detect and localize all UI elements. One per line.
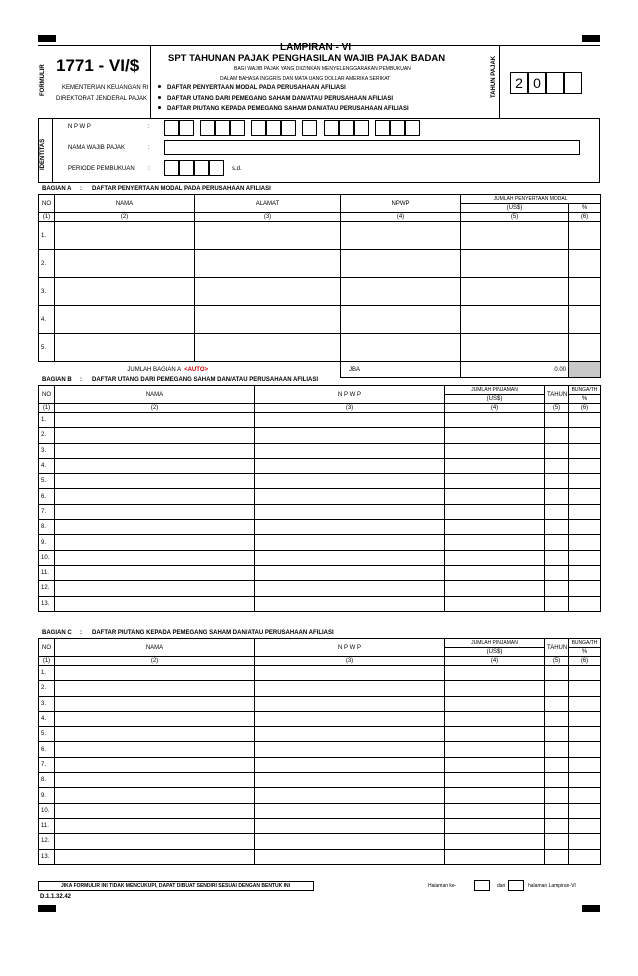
row-number: 7.	[39, 757, 55, 772]
directorate-label: DIREKTORAT JENDERAL PAJAK	[56, 96, 148, 102]
table-cell[interactable]	[445, 596, 545, 611]
table-cell[interactable]	[445, 757, 545, 772]
table-cell[interactable]	[255, 474, 445, 489]
col-header-tahun: TAHUN	[545, 386, 569, 404]
table-cell[interactable]	[55, 834, 255, 849]
table-cell[interactable]	[195, 222, 341, 250]
table-row	[39, 535, 601, 550]
table-row	[39, 520, 601, 535]
col-header-percent: %	[569, 648, 601, 657]
col-header-nama: NAMA	[55, 639, 255, 657]
table-cell[interactable]	[545, 458, 569, 473]
col-header-nama: NAMA	[55, 386, 255, 404]
table-cell[interactable]	[255, 757, 445, 772]
tahun-pajak-label: TAHUN PAJAK	[491, 55, 497, 98]
table-row	[39, 681, 601, 696]
table-cell[interactable]	[569, 757, 601, 772]
table-cell[interactable]	[445, 818, 545, 833]
table-cell[interactable]	[461, 334, 569, 362]
table-cell[interactable]	[55, 742, 255, 757]
table-cell[interactable]	[255, 413, 445, 428]
table-cell[interactable]	[545, 443, 569, 458]
table-cell[interactable]	[569, 849, 601, 864]
table-cell[interactable]	[569, 443, 601, 458]
row-number: 9.	[39, 535, 55, 550]
table-cell[interactable]	[445, 581, 545, 596]
table-row	[39, 834, 601, 849]
table-cell[interactable]	[445, 803, 545, 818]
table-row	[39, 803, 601, 818]
table-cell[interactable]	[445, 474, 545, 489]
table-cell[interactable]	[55, 250, 195, 278]
jumlah-bagian-a-label: JUMLAH BAGIAN A <AUTO>	[39, 362, 341, 378]
registration-mark-bottom-left	[38, 905, 56, 912]
col-header-jumlah-pinjaman: JUMLAH PINJAMAN	[445, 639, 545, 648]
table-cell[interactable]	[255, 849, 445, 864]
registration-mark-bottom-right	[582, 905, 600, 912]
table-cell[interactable]	[569, 773, 601, 788]
row-number: 8.	[39, 520, 55, 535]
table-cell[interactable]	[445, 489, 545, 504]
table-row	[39, 711, 601, 726]
table-cell[interactable]	[255, 458, 445, 473]
col-header-alamat: ALAMAT	[195, 195, 341, 213]
table-cell[interactable]	[255, 489, 445, 504]
table-cell[interactable]	[445, 428, 545, 443]
table-cell[interactable]	[569, 581, 601, 596]
col-header-jumlah-penyertaan: JUMLAH PENYERTAAN MODAL	[461, 195, 601, 204]
col-header-nama: NAMA	[55, 195, 195, 213]
table-cell[interactable]	[445, 535, 545, 550]
table-row	[39, 222, 601, 250]
bagian-b-title: DAFTAR UTANG DARI PEMEGANG SAHAM DAN/ATAU PERUSAHAAN AFILIASI	[92, 377, 318, 383]
table-cell[interactable]	[55, 788, 255, 803]
jba-label: JBA	[341, 362, 461, 378]
jumlah-bagian-a-percent	[569, 362, 601, 378]
row-number: 4.	[39, 711, 55, 726]
table-cell[interactable]	[569, 413, 601, 428]
row-number: 2.	[39, 428, 55, 443]
table-cell[interactable]	[195, 250, 341, 278]
table-row	[39, 413, 601, 428]
table-cell[interactable]	[55, 550, 255, 565]
table-cell[interactable]	[545, 788, 569, 803]
table-cell[interactable]	[255, 818, 445, 833]
table-cell[interactable]	[55, 428, 255, 443]
table-cell[interactable]	[55, 334, 195, 362]
col-header-bunga: BUNGA/TH	[569, 639, 601, 648]
halaman-lampiran-label: halaman Lampiran-VI	[528, 883, 576, 889]
table-cell[interactable]	[569, 520, 601, 535]
col-header-percent: %	[569, 204, 601, 213]
row-number: 7.	[39, 504, 55, 519]
table-cell[interactable]	[445, 413, 545, 428]
table-cell[interactable]	[461, 222, 569, 250]
footer-note: JIKA FORMULIR INI TIDAK MENCUKUPI, DAPAT DIBUAT SENDIRI SESUAI DENGAN BENTUK INI	[38, 881, 314, 891]
table-cell[interactable]	[445, 742, 545, 757]
table-row	[39, 334, 601, 362]
table-cell[interactable]	[569, 428, 601, 443]
table-cell[interactable]	[461, 250, 569, 278]
table-cell[interactable]	[545, 681, 569, 696]
table-cell[interactable]	[55, 474, 255, 489]
table-cell[interactable]	[55, 596, 255, 611]
table-cell[interactable]	[55, 489, 255, 504]
table-row	[39, 443, 601, 458]
table-cell[interactable]	[545, 550, 569, 565]
table-cell[interactable]	[445, 788, 545, 803]
table-row	[39, 849, 601, 864]
table-cell[interactable]	[255, 788, 445, 803]
table-cell[interactable]	[545, 413, 569, 428]
row-number: 1.	[39, 413, 55, 428]
identitas-label: IDENTITAS	[40, 138, 46, 170]
bagian-c-label: BAGIAN C	[42, 630, 72, 636]
table-cell[interactable]	[55, 504, 255, 519]
table-row	[39, 757, 601, 772]
row-number: 11.	[39, 565, 55, 580]
bagian-c-rows	[39, 666, 601, 865]
table-cell[interactable]	[545, 474, 569, 489]
row-number: 2.	[39, 250, 55, 278]
col-header-usd: (US$)	[461, 204, 569, 213]
table-cell[interactable]	[569, 458, 601, 473]
row-number: 2.	[39, 681, 55, 696]
table-cell[interactable]	[445, 550, 545, 565]
row-number: 11.	[39, 818, 55, 833]
table-cell[interactable]	[569, 803, 601, 818]
table-cell[interactable]	[55, 773, 255, 788]
table-cell[interactable]	[545, 696, 569, 711]
formulir-label: FORMULIR	[40, 64, 46, 96]
col-header-npwp: N P W P	[255, 639, 445, 657]
row-number: 8.	[39, 773, 55, 788]
table-row	[39, 250, 601, 278]
row-number: 1.	[39, 666, 55, 681]
table-cell[interactable]	[461, 306, 569, 334]
table-row	[39, 696, 601, 711]
table-row	[39, 581, 601, 596]
lampiran-title: LAMPIRAN - VI	[280, 42, 352, 53]
form-subtitle-1: BAGI WAJIB PAJAK YANG DIIZINKAN MENYELENGGARAKAN PEMBUKUAN	[234, 66, 411, 72]
bullet-item-2: DAFTAR UTANG DARI PEMEGANG SAHAM DAN/ATAU PERUSAHAAN AFILIASI	[156, 96, 393, 102]
tahun-pajak-digit-2[interactable]: 0	[528, 72, 546, 94]
table-cell[interactable]	[255, 596, 445, 611]
table-cell[interactable]	[545, 489, 569, 504]
table-row	[39, 504, 601, 519]
col-header-percent: %	[569, 395, 601, 404]
table-cell[interactable]	[569, 565, 601, 580]
table-cell[interactable]	[55, 520, 255, 535]
table-cell[interactable]	[569, 474, 601, 489]
row-number: 4.	[39, 458, 55, 473]
table-cell[interactable]	[545, 565, 569, 580]
table-cell[interactable]	[445, 666, 545, 681]
bagian-b-table: NO NAMA N P W P JUMLAH PINJAMAN TAHUN BUNGA/TH (US$) % (1) (2) (3) (4) (5) (6) 1. 2. 3. 4. 5. 6. 7. 8. 9. 10. 11. 12. 13.	[38, 385, 601, 612]
table-cell[interactable]	[545, 666, 569, 681]
row-number: 10.	[39, 550, 55, 565]
col-header-no: NO	[39, 639, 55, 657]
table-cell[interactable]	[569, 550, 601, 565]
table-cell[interactable]	[569, 666, 601, 681]
periode-pembukuan-label: PERIODE PEMBUKUAN	[68, 166, 135, 172]
row-number: 13.	[39, 849, 55, 864]
table-row	[39, 666, 601, 681]
table-cell[interactable]	[545, 757, 569, 772]
nama-wajib-pajak-label: NAMA WAJIB PAJAK	[68, 145, 126, 151]
bagian-a-table: NO NAMA ALAMAT NPWP JUMLAH PENYERTAAN MODAL (US$) % (1) (2) (3) (4) (5) (6) 1. 2. 3. 4. 5. JUMLAH BAGIAN A <AUTO> JBA 0.00	[38, 194, 601, 378]
table-cell[interactable]	[569, 788, 601, 803]
table-cell[interactable]	[255, 666, 445, 681]
table-cell[interactable]	[255, 773, 445, 788]
table-cell[interactable]	[569, 681, 601, 696]
table-cell[interactable]	[445, 773, 545, 788]
bullet-item-3: DAFTAR PIUTANG KEPADA PEMEGANG SAHAM DAN/ATAU PERUSAHAAN AFILIASI	[156, 106, 409, 112]
table-cell[interactable]	[341, 278, 461, 306]
table-cell[interactable]	[445, 443, 545, 458]
table-cell[interactable]	[545, 773, 569, 788]
bagian-a-rows	[39, 222, 601, 362]
table-row	[39, 565, 601, 580]
table-row	[39, 596, 601, 611]
table-cell[interactable]	[569, 278, 601, 306]
col-header-usd: (US$)	[445, 395, 545, 404]
npwp-label: N P W P	[68, 124, 91, 130]
table-cell[interactable]	[255, 565, 445, 580]
table-cell[interactable]	[569, 711, 601, 726]
table-cell[interactable]	[55, 535, 255, 550]
table-cell[interactable]	[545, 818, 569, 833]
registration-mark-top-left	[38, 35, 56, 42]
col-header-npwp: N P W P	[255, 386, 445, 404]
table-row	[39, 727, 601, 742]
tahun-pajak-digit-3[interactable]	[546, 72, 564, 94]
table-cell[interactable]	[195, 278, 341, 306]
table-cell[interactable]	[445, 504, 545, 519]
table-cell[interactable]	[55, 222, 195, 250]
table-row	[39, 788, 601, 803]
table-row	[39, 489, 601, 504]
row-number: 9.	[39, 788, 55, 803]
table-cell[interactable]	[255, 711, 445, 726]
table-cell[interactable]	[569, 334, 601, 362]
row-number: 12.	[39, 834, 55, 849]
table-cell[interactable]	[545, 504, 569, 519]
halaman-total-input[interactable]	[508, 880, 524, 891]
table-cell[interactable]	[341, 250, 461, 278]
table-cell[interactable]	[545, 834, 569, 849]
table-cell[interactable]	[55, 581, 255, 596]
bagian-c-table: NO NAMA N P W P JUMLAH PINJAMAN TAHUN BUNGA/TH (US$) % (1) (2) (3) (4) (5) (6) 1. 2. 3. 4. 5. 6. 7. 8. 9. 10. 11. 12. 13.	[38, 638, 601, 865]
table-cell[interactable]	[255, 550, 445, 565]
table-cell[interactable]	[545, 727, 569, 742]
table-cell[interactable]	[445, 696, 545, 711]
form-code: 1771 - VI/$	[56, 56, 140, 75]
row-number: 6.	[39, 489, 55, 504]
table-row	[39, 550, 601, 565]
table-cell[interactable]	[341, 306, 461, 334]
table-cell[interactable]	[341, 334, 461, 362]
ministry-label: KEMENTERIAN KEUANGAN RI	[62, 85, 149, 91]
table-cell[interactable]	[55, 711, 255, 726]
col-header-tahun: TAHUN	[545, 639, 569, 657]
table-cell[interactable]	[545, 742, 569, 757]
bullet-item-1: DAFTAR PENYERTAAN MODAL PADA PERUSAHAAN AFILIASI	[156, 85, 346, 91]
table-cell[interactable]	[445, 834, 545, 849]
bagian-b-label: BAGIAN B	[42, 377, 72, 383]
form-title: SPT TAHUNAN PAJAK PENGHASILAN WAJIB PAJAK BADAN	[168, 53, 446, 64]
bagian-a-label: BAGIAN A	[42, 186, 72, 192]
table-cell[interactable]	[445, 711, 545, 726]
col-header-jumlah-pinjaman: JUMLAH PINJAMAN	[445, 386, 545, 395]
tahun-pajak-digit-4[interactable]	[564, 72, 582, 94]
row-number: 4.	[39, 306, 55, 334]
row-number: 6.	[39, 742, 55, 757]
table-cell[interactable]	[255, 742, 445, 757]
table-row	[39, 458, 601, 473]
table-cell[interactable]	[55, 278, 195, 306]
npwp-input[interactable]	[164, 120, 564, 136]
table-cell[interactable]	[255, 681, 445, 696]
table-cell[interactable]	[545, 803, 569, 818]
table-row	[39, 818, 601, 833]
table-cell[interactable]	[545, 581, 569, 596]
table-cell[interactable]	[255, 504, 445, 519]
table-cell[interactable]	[255, 581, 445, 596]
table-cell[interactable]	[569, 489, 601, 504]
table-cell[interactable]	[195, 334, 341, 362]
table-cell[interactable]	[55, 565, 255, 580]
table-row	[39, 278, 601, 306]
table-cell[interactable]	[569, 596, 601, 611]
jumlah-bagian-a-value[interactable]: 0.00	[461, 362, 569, 378]
row-number: 13.	[39, 596, 55, 611]
table-cell[interactable]	[55, 849, 255, 864]
table-cell[interactable]	[445, 681, 545, 696]
table-cell[interactable]	[255, 727, 445, 742]
table-cell[interactable]	[461, 278, 569, 306]
form-subtitle-2: DALAM BAHASA INGGRIS DAN MATA UANG DOLLAR AMERIKA SERIKAT	[220, 76, 391, 82]
table-cell[interactable]	[569, 222, 601, 250]
halaman-ke-input[interactable]	[474, 880, 490, 891]
table-cell[interactable]	[569, 742, 601, 757]
row-number: 5.	[39, 474, 55, 489]
table-cell[interactable]	[545, 711, 569, 726]
dari-label: dari	[497, 883, 506, 889]
col-header-npwp: NPWP	[341, 195, 461, 213]
table-cell[interactable]	[55, 818, 255, 833]
bagian-c-title: DAFTAR PIUTANG KEPADA PEMEGANG SAHAM DAN/ATAU PERUSAHAAN AFILIASI	[92, 630, 334, 636]
table-cell[interactable]	[445, 458, 545, 473]
table-cell[interactable]	[569, 250, 601, 278]
table-row	[39, 773, 601, 788]
table-cell[interactable]	[255, 428, 445, 443]
table-cell[interactable]	[255, 520, 445, 535]
row-number: 1.	[39, 222, 55, 250]
table-cell[interactable]	[569, 727, 601, 742]
table-cell[interactable]	[55, 666, 255, 681]
table-cell[interactable]	[55, 727, 255, 742]
table-cell[interactable]	[569, 504, 601, 519]
tahun-pajak-digit-1[interactable]: 2	[510, 72, 528, 94]
table-cell[interactable]	[445, 520, 545, 535]
table-cell[interactable]	[255, 696, 445, 711]
row-number: 10.	[39, 803, 55, 818]
table-cell[interactable]	[55, 443, 255, 458]
table-cell[interactable]	[545, 849, 569, 864]
row-number: 5.	[39, 727, 55, 742]
table-cell[interactable]	[445, 727, 545, 742]
bagian-b-rows	[39, 413, 601, 612]
table-row	[39, 742, 601, 757]
form-code-footer: D.1.1.32.42	[40, 894, 72, 900]
table-cell[interactable]	[255, 803, 445, 818]
table-cell[interactable]	[341, 222, 461, 250]
table-cell[interactable]	[55, 413, 255, 428]
table-cell[interactable]	[569, 535, 601, 550]
table-cell[interactable]	[55, 803, 255, 818]
col-header-usd: (US$)	[445, 648, 545, 657]
table-cell[interactable]	[445, 849, 545, 864]
table-cell[interactable]	[545, 535, 569, 550]
table-cell[interactable]	[569, 306, 601, 334]
table-cell[interactable]	[255, 443, 445, 458]
row-number: 5.	[39, 334, 55, 362]
table-cell[interactable]	[55, 681, 255, 696]
table-cell[interactable]	[569, 834, 601, 849]
registration-mark-top-right	[582, 35, 600, 42]
table-cell[interactable]	[55, 458, 255, 473]
table-cell[interactable]	[545, 428, 569, 443]
table-cell[interactable]	[55, 757, 255, 772]
table-row	[39, 474, 601, 489]
col-header-no: NO	[39, 195, 55, 213]
table-cell[interactable]	[545, 520, 569, 535]
row-number: 3.	[39, 278, 55, 306]
nama-wajib-pajak-input[interactable]	[164, 140, 580, 155]
sd-label: s.d.	[232, 166, 242, 172]
table-row	[39, 306, 601, 334]
table-cell[interactable]	[545, 596, 569, 611]
row-number: 3.	[39, 696, 55, 711]
table-cell[interactable]	[255, 834, 445, 849]
table-cell[interactable]	[569, 818, 601, 833]
col-header-bunga: BUNGA/TH	[569, 386, 601, 395]
row-number: 12.	[39, 581, 55, 596]
table-cell[interactable]	[55, 306, 195, 334]
halaman-label: Halaman ke-	[428, 883, 457, 889]
col-header-no: NO	[39, 386, 55, 404]
table-cell[interactable]	[569, 696, 601, 711]
table-cell[interactable]	[55, 696, 255, 711]
table-cell[interactable]	[445, 565, 545, 580]
table-cell[interactable]	[195, 306, 341, 334]
table-row	[39, 428, 601, 443]
table-cell[interactable]	[255, 535, 445, 550]
bagian-a-title: DAFTAR PENYERTAAN MODAL PADA PERUSAHAAN AFILIASI	[92, 186, 271, 192]
row-number: 3.	[39, 443, 55, 458]
periode-start-input[interactable]	[164, 160, 224, 176]
